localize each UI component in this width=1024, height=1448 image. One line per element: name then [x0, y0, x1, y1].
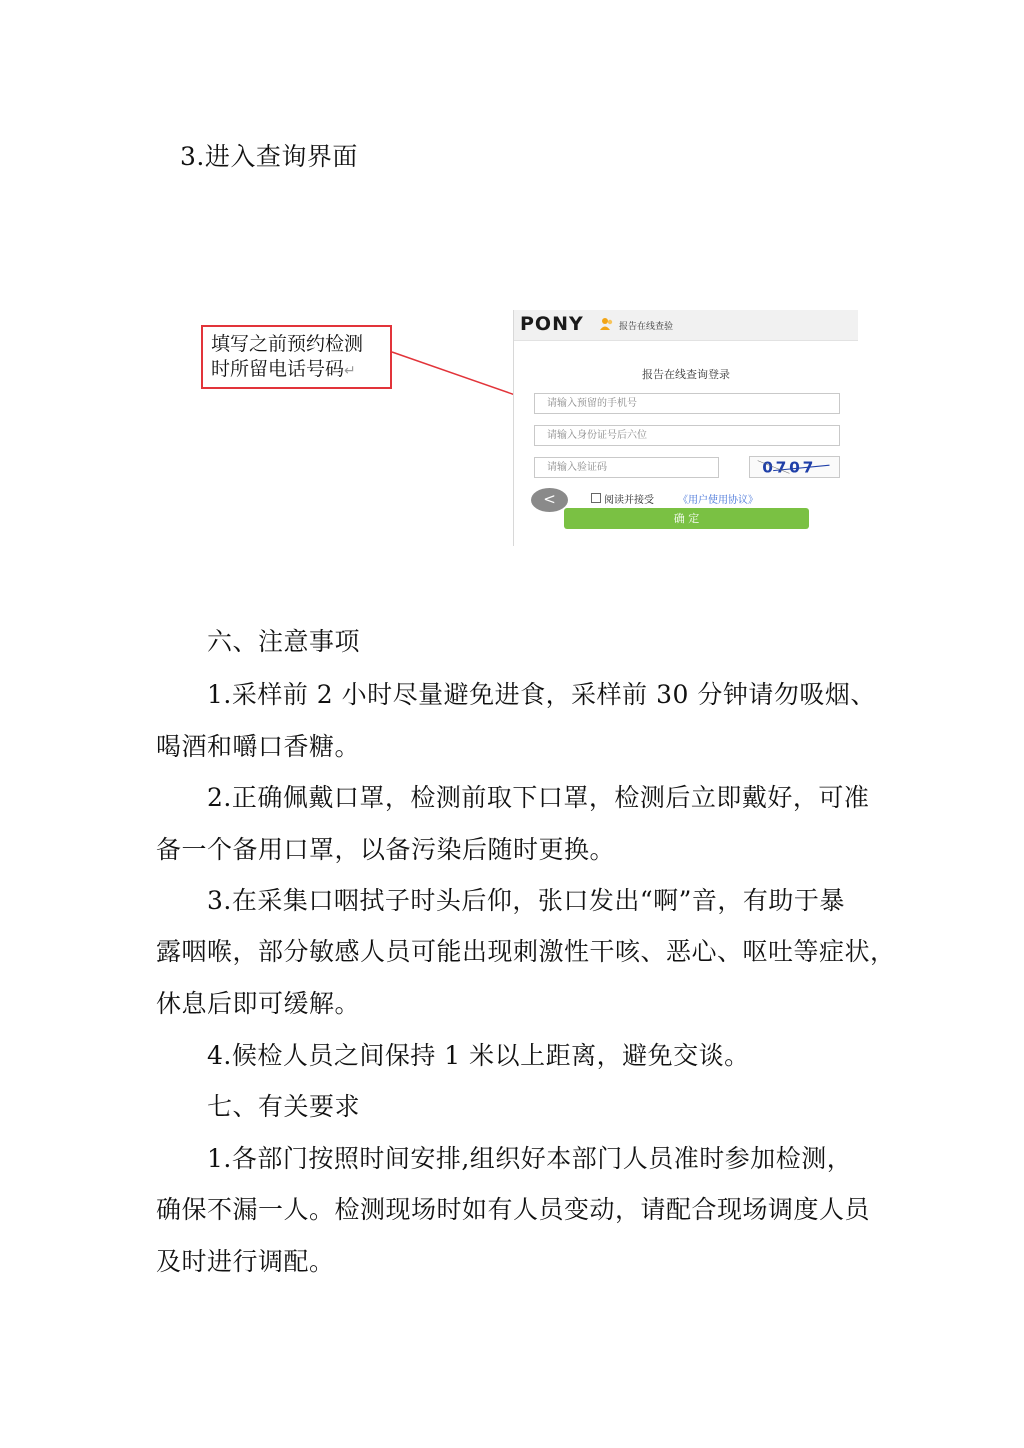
note3-line3: 休息后即可缓解。	[156, 989, 361, 1018]
agreement-link[interactable]: 《用户使用协议》	[678, 495, 758, 506]
requirements-heading: 七、有关要求	[207, 1092, 361, 1121]
note2-line1: 2.正确佩戴口罩，检测前取下口罩，检测后立即戴好，可准	[207, 783, 870, 812]
id-field[interactable]: 请输入身份证号后六位	[534, 425, 840, 446]
callout-line-2: 时所留电话号码↵	[211, 358, 356, 380]
note4-line1: 4.候检人员之间保持 1 米以上距离，避免交谈。	[207, 1041, 750, 1070]
agree-checkbox[interactable]	[591, 493, 601, 503]
agree-label: 阅读并接受	[604, 495, 654, 506]
pony-logo: PONY	[520, 313, 584, 335]
note1-line1: 1.采样前 2 小时尽量避免进食，采样前 30 分钟请勿吸烟、	[207, 680, 876, 709]
phone-field[interactable]: 请输入预留的手机号	[534, 393, 840, 414]
note3-line1: 3.在采集口咽拭子时头后仰，张口发出“啊”音，有助于暴	[207, 886, 845, 915]
captcha-text: 0707	[762, 458, 817, 477]
req1-line2: 确保不漏一人。检测现场时如有人员变动，请配合现场调度人员	[156, 1195, 871, 1224]
login-title: 报告在线查询登录	[642, 368, 730, 381]
captcha-image[interactable]	[749, 456, 840, 478]
req1-line1: 1.各部门按照时间安排,组织好本部门人员准时参加检测，	[207, 1144, 853, 1173]
callout-annotation	[201, 325, 392, 389]
confirm-button[interactable]: 确 定	[564, 508, 809, 529]
note3-line2: 露咽喉，部分敏感人员可能出现刺激性干咳、恶心、呕吐等症状，	[156, 937, 896, 966]
callout-line-1: 填写之前预约检测	[211, 333, 364, 355]
note1-line2: 喝酒和嚼口香糖。	[156, 732, 361, 761]
req1-line3: 及时进行调配。	[156, 1247, 335, 1276]
app-subtitle: 报告在线查验	[619, 322, 674, 332]
people-icon	[600, 317, 614, 331]
note2-line2: 备一个备用口罩，以备污染后随时更换。	[156, 835, 616, 864]
step3-heading: 3.进入查询界面	[180, 142, 358, 171]
return-mark: ↵	[344, 363, 356, 379]
app-header	[514, 310, 858, 341]
back-button[interactable]: <	[531, 488, 568, 512]
notes-heading: 六、注意事项	[207, 627, 361, 656]
captcha-field[interactable]: 请输入验证码	[534, 457, 719, 478]
login-screenshot	[513, 310, 858, 546]
